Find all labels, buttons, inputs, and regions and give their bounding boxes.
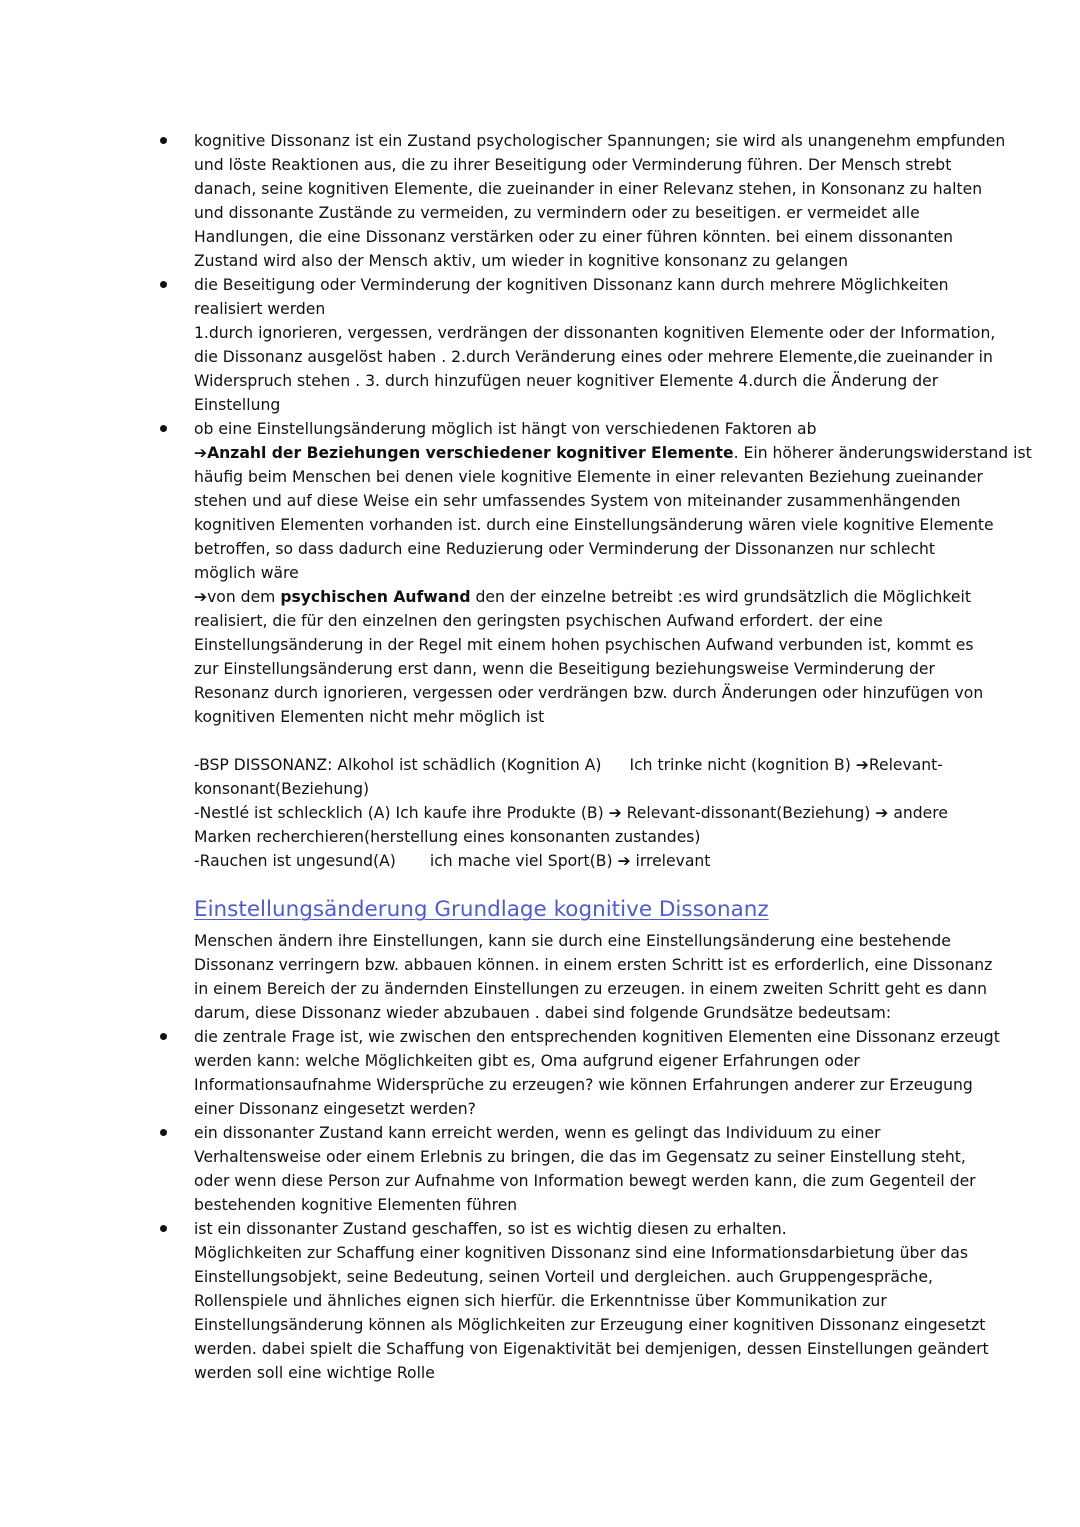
text-span: Ich trinke nicht (kognition B) xyxy=(629,756,856,774)
text-line: Möglichkeiten zur Schaffung einer kognitiven Dissonanz sind eine Informationsdarbietung über das xyxy=(194,1244,968,1262)
text-line: Einstellung xyxy=(194,396,281,414)
text-line: Resonanz durch ignorieren, vergessen oder verdrängen bzw. durch Änderungen oder hinzufügen von xyxy=(194,684,984,702)
example-line xyxy=(194,849,710,873)
arrow-icon: ➔ xyxy=(875,804,889,822)
bold-term: psychischen Aufwand xyxy=(280,588,471,606)
text-line: betroffen, so dass dadurch eine Reduzierung oder Verminderung der Dissonanzen nur schlecht xyxy=(194,540,936,558)
text-span: -Nestlé ist schlecklich (A) Ich kaufe ihre Produkte (B) xyxy=(194,804,609,822)
text-line: zur Einstellungsänderung erst dann, wenn die Beseitigung beziehungsweise Verminderung der xyxy=(194,660,935,678)
text-line: bestehenden kognitive Elementen führen xyxy=(194,1196,518,1214)
text-line: und löste Reaktionen aus, die zu ihrer Beseitigung oder Verminderung führen. Der Mensch strebt xyxy=(194,156,952,174)
section-heading: Einstellungsänderung Grundlage kognitive Dissonanz xyxy=(194,897,769,922)
text-span: von dem xyxy=(207,588,281,606)
arrow-icon: ➔ xyxy=(194,444,208,462)
arrow-icon: ➔ xyxy=(855,756,869,774)
bullet-marker xyxy=(160,425,167,432)
text-line: häufig beim Menschen bei denen viele kognitive Elemente in einer relevanten Beziehung zueinander xyxy=(194,468,983,486)
bullet-marker xyxy=(160,1033,167,1040)
text-line: werden soll eine wichtige Rolle xyxy=(194,1364,435,1382)
example-line xyxy=(194,801,948,825)
arrow-icon: ➔ xyxy=(194,588,208,606)
arrow-icon: ➔ xyxy=(608,804,622,822)
text-span: Relevant-dissonant(Beziehung) xyxy=(621,804,876,822)
text-line: einer Dissonanz eingesetzt werden? xyxy=(194,1100,476,1118)
example-line: konsonant(Beziehung) xyxy=(194,780,370,798)
bullet-marker xyxy=(160,1129,167,1136)
text-span: ich mache viel Sport(B) xyxy=(429,852,618,870)
text-line: Informationsaufnahme Widersprüche zu erzeugen? wie können Erfahrungen anderer zur Erzeugung xyxy=(194,1076,973,1094)
text-line: und dissonante Zustände zu vermeiden, zu vermindern oder zu beseitigen. er vermeidet alle xyxy=(194,204,920,222)
text-line: Einstellungsänderung in der Regel mit einem hohen psychischen Aufwand verbunden ist, kommt es xyxy=(194,636,974,654)
text-line: kognitive Dissonanz ist ein Zustand psychologischer Spannungen; sie wird als unangenehm empfunden xyxy=(194,132,1006,150)
text-line: realisiert werden xyxy=(194,300,326,318)
text-span: -BSP DISSONANZ: Alkohol ist schädlich (Kognition A) xyxy=(194,756,602,774)
text-line: die Beseitigung oder Verminderung der kognitiven Dissonanz kann durch mehrere Möglichkeiten xyxy=(194,276,949,294)
text-line: Rollenspiele und ähnliches eignen sich hierfür. die Erkenntnisse über Kommunikation zur xyxy=(194,1292,887,1310)
bullet-marker xyxy=(160,137,167,144)
text-line: Menschen ändern ihre Einstellungen, kann sie durch eine Einstellungsänderung eine bestehende xyxy=(194,932,951,950)
text-line: ist ein dissonanter Zustand geschaffen, so ist es wichtig diesen zu erhalten. xyxy=(194,1220,787,1238)
example-line: Marken recherchieren(herstellung eines konsonanten zustandes) xyxy=(194,828,701,846)
arrow-icon: ➔ xyxy=(617,852,631,870)
text-line: oder wenn diese Person zur Aufnahme von Information bewegt werden kann, die zum Gegenteil der xyxy=(194,1172,976,1190)
text-line: werden. dabei spielt die Schaffung von Eigenaktivität bei demjenigen, dessen Einstellungen geändert xyxy=(194,1340,989,1358)
text-line: Zustand wird also der Mensch aktiv, um wieder in kognitive konsonanz zu gelangen xyxy=(194,252,848,270)
text-line: kognitiven Elementen vorhanden ist. durch eine Einstellungsänderung wären viele kognitive Elemente xyxy=(194,516,994,534)
text-span: Relevant- xyxy=(868,756,943,774)
text-line: Handlungen, die eine Dissonanz verstärken oder zu einer führen könnten. bei einem dissonanten xyxy=(194,228,954,246)
text-line xyxy=(194,585,971,609)
text-line: Einstellungsobjekt, seine Bedeutung, seinen Vorteil und dergleichen. auch Gruppengespräche, xyxy=(194,1268,933,1286)
text-line: darum, diese Dissonanz wieder abzubauen . dabei sind folgende Grundsätze bedeutsam: xyxy=(194,1004,892,1022)
text-span: andere xyxy=(888,804,948,822)
text-line: 1.durch ignorieren, vergessen, verdrängen der dissonanten kognitiven Elemente oder der Information, xyxy=(194,324,996,342)
bullet-marker xyxy=(160,281,167,288)
text-span: den der einzelne betreibt :es wird grundsätzlich die Möglichkeit xyxy=(470,588,971,606)
text-line: Einstellungsänderung können als Möglichkeiten zur Erzeugung einer kognitiven Dissonanz eingesetzt xyxy=(194,1316,986,1334)
text-line: danach, seine kognitiven Elemente, die zueinander in einer Relevanz stehen, in Konsonanz zu halten xyxy=(194,180,983,198)
text-line xyxy=(194,441,1032,465)
text-line: Dissonanz verringern bzw. abbauen können. in einem ersten Schritt ist es erforderlich, eine Dissonanz xyxy=(194,956,993,974)
text-line: möglich wäre xyxy=(194,564,299,582)
text-line: ein dissonanter Zustand kann erreicht werden, wenn es gelingt das Individuum zu einer xyxy=(194,1124,881,1142)
text-line: stehen und auf diese Weise ein sehr umfassendes System von miteinander zusammenhängenden xyxy=(194,492,961,510)
text-span: irrelevant xyxy=(630,852,711,870)
text-line: die Dissonanz ausgelöst haben . 2.durch Veränderung eines oder mehrere Elemente,die zueinander in xyxy=(194,348,993,366)
bold-term: Anzahl der Beziehungen verschiedener kognitiver Elemente xyxy=(207,444,734,462)
bullet-marker xyxy=(160,1225,167,1232)
text-line: realisiert, die für den einzelnen den geringsten psychischen Aufwand erfordert. der eine xyxy=(194,612,883,630)
text-line: in einem Bereich der zu ändernden Einstellungen zu erzeugen. in einem zweiten Schritt geht es dann xyxy=(194,980,987,998)
text-line: ob eine Einstellungsänderung möglich ist hängt von verschiedenen Faktoren ab xyxy=(194,420,817,438)
text-line: Widerspruch stehen . 3. durch hinzufügen neuer kognitiver Elemente 4.durch die Änderung der xyxy=(194,372,939,390)
text-span: . Ein höherer änderungswiderstand ist xyxy=(733,444,1032,462)
text-line: die zentrale Frage ist, wie zwischen den entsprechenden kognitiven Elementen eine Dissonanz erzeugt xyxy=(194,1028,1000,1046)
text-line: Verhaltensweise oder einem Erlebnis zu bringen, die das im Gegensatz zu seiner Einstellung steht, xyxy=(194,1148,966,1166)
text-line: kognitiven Elementen nicht mehr möglich ist xyxy=(194,708,545,726)
example-line xyxy=(194,753,943,777)
text-line: werden kann: welche Möglichkeiten gibt es, Oma aufgrund eigener Erfahrungen oder xyxy=(194,1052,860,1070)
text-span: -Rauchen ist ungesund(A) xyxy=(194,852,396,870)
